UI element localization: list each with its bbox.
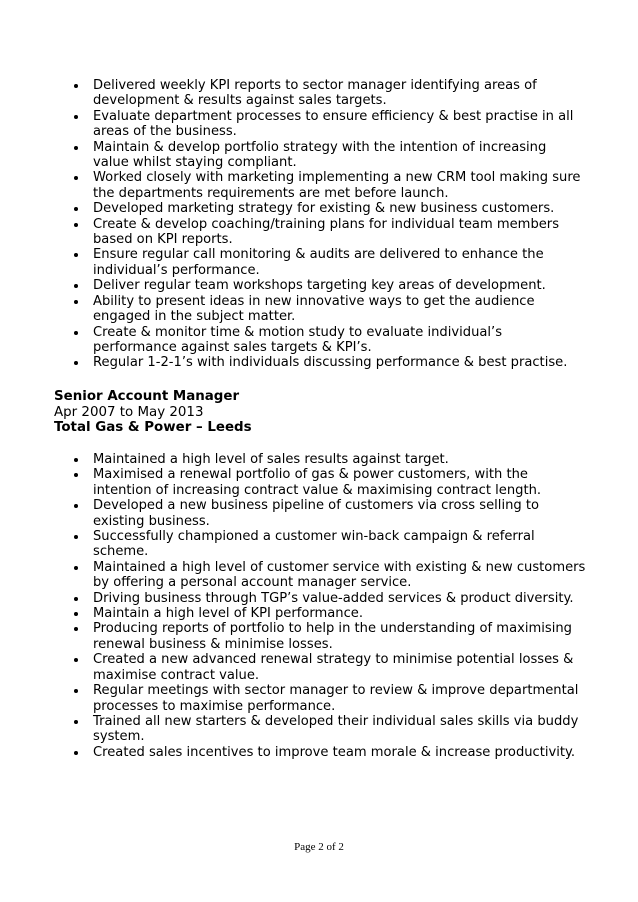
list-item-text: Regular 1-2-1’s with individuals discussing performance & best practise.: [93, 355, 568, 371]
job-company: Total Gas & Power – Leeds: [54, 420, 252, 435]
list-item: [74, 560, 586, 591]
list-item: [74, 278, 586, 293]
list-item: [74, 170, 586, 201]
list-item: [74, 78, 586, 109]
list-item-text: Delivered weekly KPI reports to sector manager identifying areas of development & results against sales targets.: [93, 78, 537, 109]
list-item-text: Maintain a high level of KPI performance.: [93, 606, 364, 622]
list-item-text: Producing reports of portfolio to help in the understanding of maximising renewal business & minimise losses.: [93, 621, 572, 652]
bullet-icon: [74, 720, 78, 724]
list-item-text: Developed a new business pipeline of customers via cross selling to existing business.: [93, 498, 539, 529]
list-item: [74, 606, 586, 621]
list-item-text: Created a new advanced renewal strategy to minimise potential losses & maximise contract value.: [93, 652, 574, 683]
list-item-text: Ability to present ideas in new innovative ways to get the audience engaged in the subject matter.: [93, 293, 535, 325]
bullet-icon: [74, 689, 78, 693]
list-item: [74, 745, 586, 760]
bullet-icon: [74, 253, 78, 257]
bullet-icon: [74, 458, 78, 462]
list-item-text: Maintained a high level of sales results against target.: [93, 452, 449, 467]
bullet-icon: [74, 300, 78, 304]
list-item-text: Created sales incentives to improve team morale & increase productivity.: [93, 744, 576, 760]
bullet-icon: [74, 361, 78, 365]
list-item: [74, 467, 586, 498]
list-item: [74, 140, 586, 171]
list-item: [74, 201, 586, 216]
list-item: [74, 452, 586, 467]
list-item: [74, 621, 586, 652]
bullet-icon: [74, 223, 78, 227]
list-item-text: Successfully championed a customer win-back campaign & referral scheme.: [93, 529, 535, 560]
list-item: [74, 652, 586, 683]
list-item-text: Create & monitor time & motion study to evaluate individual’s performance against sales targets & KPI’s.: [93, 324, 503, 355]
responsibilities-list: [74, 78, 586, 371]
list-item-text: Evaluate department processes to ensure efficiency & best practise in all areas of the business.: [93, 108, 574, 140]
bullet-icon: [74, 658, 78, 662]
bullet-icon: [74, 146, 78, 150]
list-item-text: Worked closely with marketing implementing a new CRM tool making sure the departments requirements are met before launch.: [93, 170, 581, 201]
list-item: [74, 325, 586, 356]
list-item: [74, 109, 586, 140]
list-item: [74, 498, 586, 529]
job-dates: Apr 2007 to May 2013: [54, 404, 204, 420]
list-item-text: Regular meetings with sector manager to review & improve departmental processes to maximise performance.: [93, 683, 579, 714]
job-header: [54, 389, 252, 436]
page-footer: Page 2 of 2: [294, 841, 344, 853]
list-item-text: Maintain & develop portfolio strategy with the intention of increasing value whilst staying compliant.: [93, 139, 547, 171]
bullet-icon: [74, 612, 78, 616]
list-item-text: Deliver regular team workshops targeting key areas of development.: [93, 278, 546, 294]
list-item: [74, 529, 586, 560]
bullet-icon: [74, 331, 78, 335]
list-item-text: Create & develop coaching/training plans for individual team members based on KPI reports.: [93, 216, 560, 248]
bullet-icon: [74, 115, 78, 119]
list-item-text: Trained all new starters & developed their individual sales skills via buddy system.: [93, 713, 579, 745]
list-item: [74, 591, 586, 606]
bullet-icon: [74, 627, 78, 631]
bullet-icon: [74, 84, 78, 88]
list-item-text: Developed marketing strategy for existing & new business customers.: [93, 201, 555, 217]
bullet-icon: [74, 473, 78, 477]
bullet-icon: [74, 751, 78, 755]
bullet-icon: [74, 535, 78, 539]
bullet-icon: [74, 207, 78, 211]
list-item-text: Maximised a renewal portfolio of gas & power customers, with the intention of increasing contract value & maximising contract length.: [93, 467, 542, 498]
list-item: [74, 355, 586, 370]
bullet-icon: [74, 176, 78, 180]
list-item-text: Maintained a high level of customer service with existing & new customers by offering a personal account manager service.: [93, 559, 586, 591]
list-item: [74, 247, 586, 278]
list-item: [74, 294, 586, 325]
bullet-icon: [74, 504, 78, 508]
job-responsibilities-list: [74, 452, 586, 760]
bullet-icon: [74, 566, 78, 570]
list-item: [74, 217, 586, 248]
list-item: [74, 683, 586, 714]
bullet-icon: [74, 284, 78, 288]
bullet-icon: [74, 597, 78, 601]
list-item-text: Ensure regular call monitoring & audits are delivered to enhance the individual’s performance.: [93, 247, 544, 278]
job-title: Senior Account Manager: [54, 389, 240, 404]
list-item-text: Driving business through TGP’s value-added services & product diversity.: [93, 590, 574, 606]
list-item: [74, 714, 586, 745]
